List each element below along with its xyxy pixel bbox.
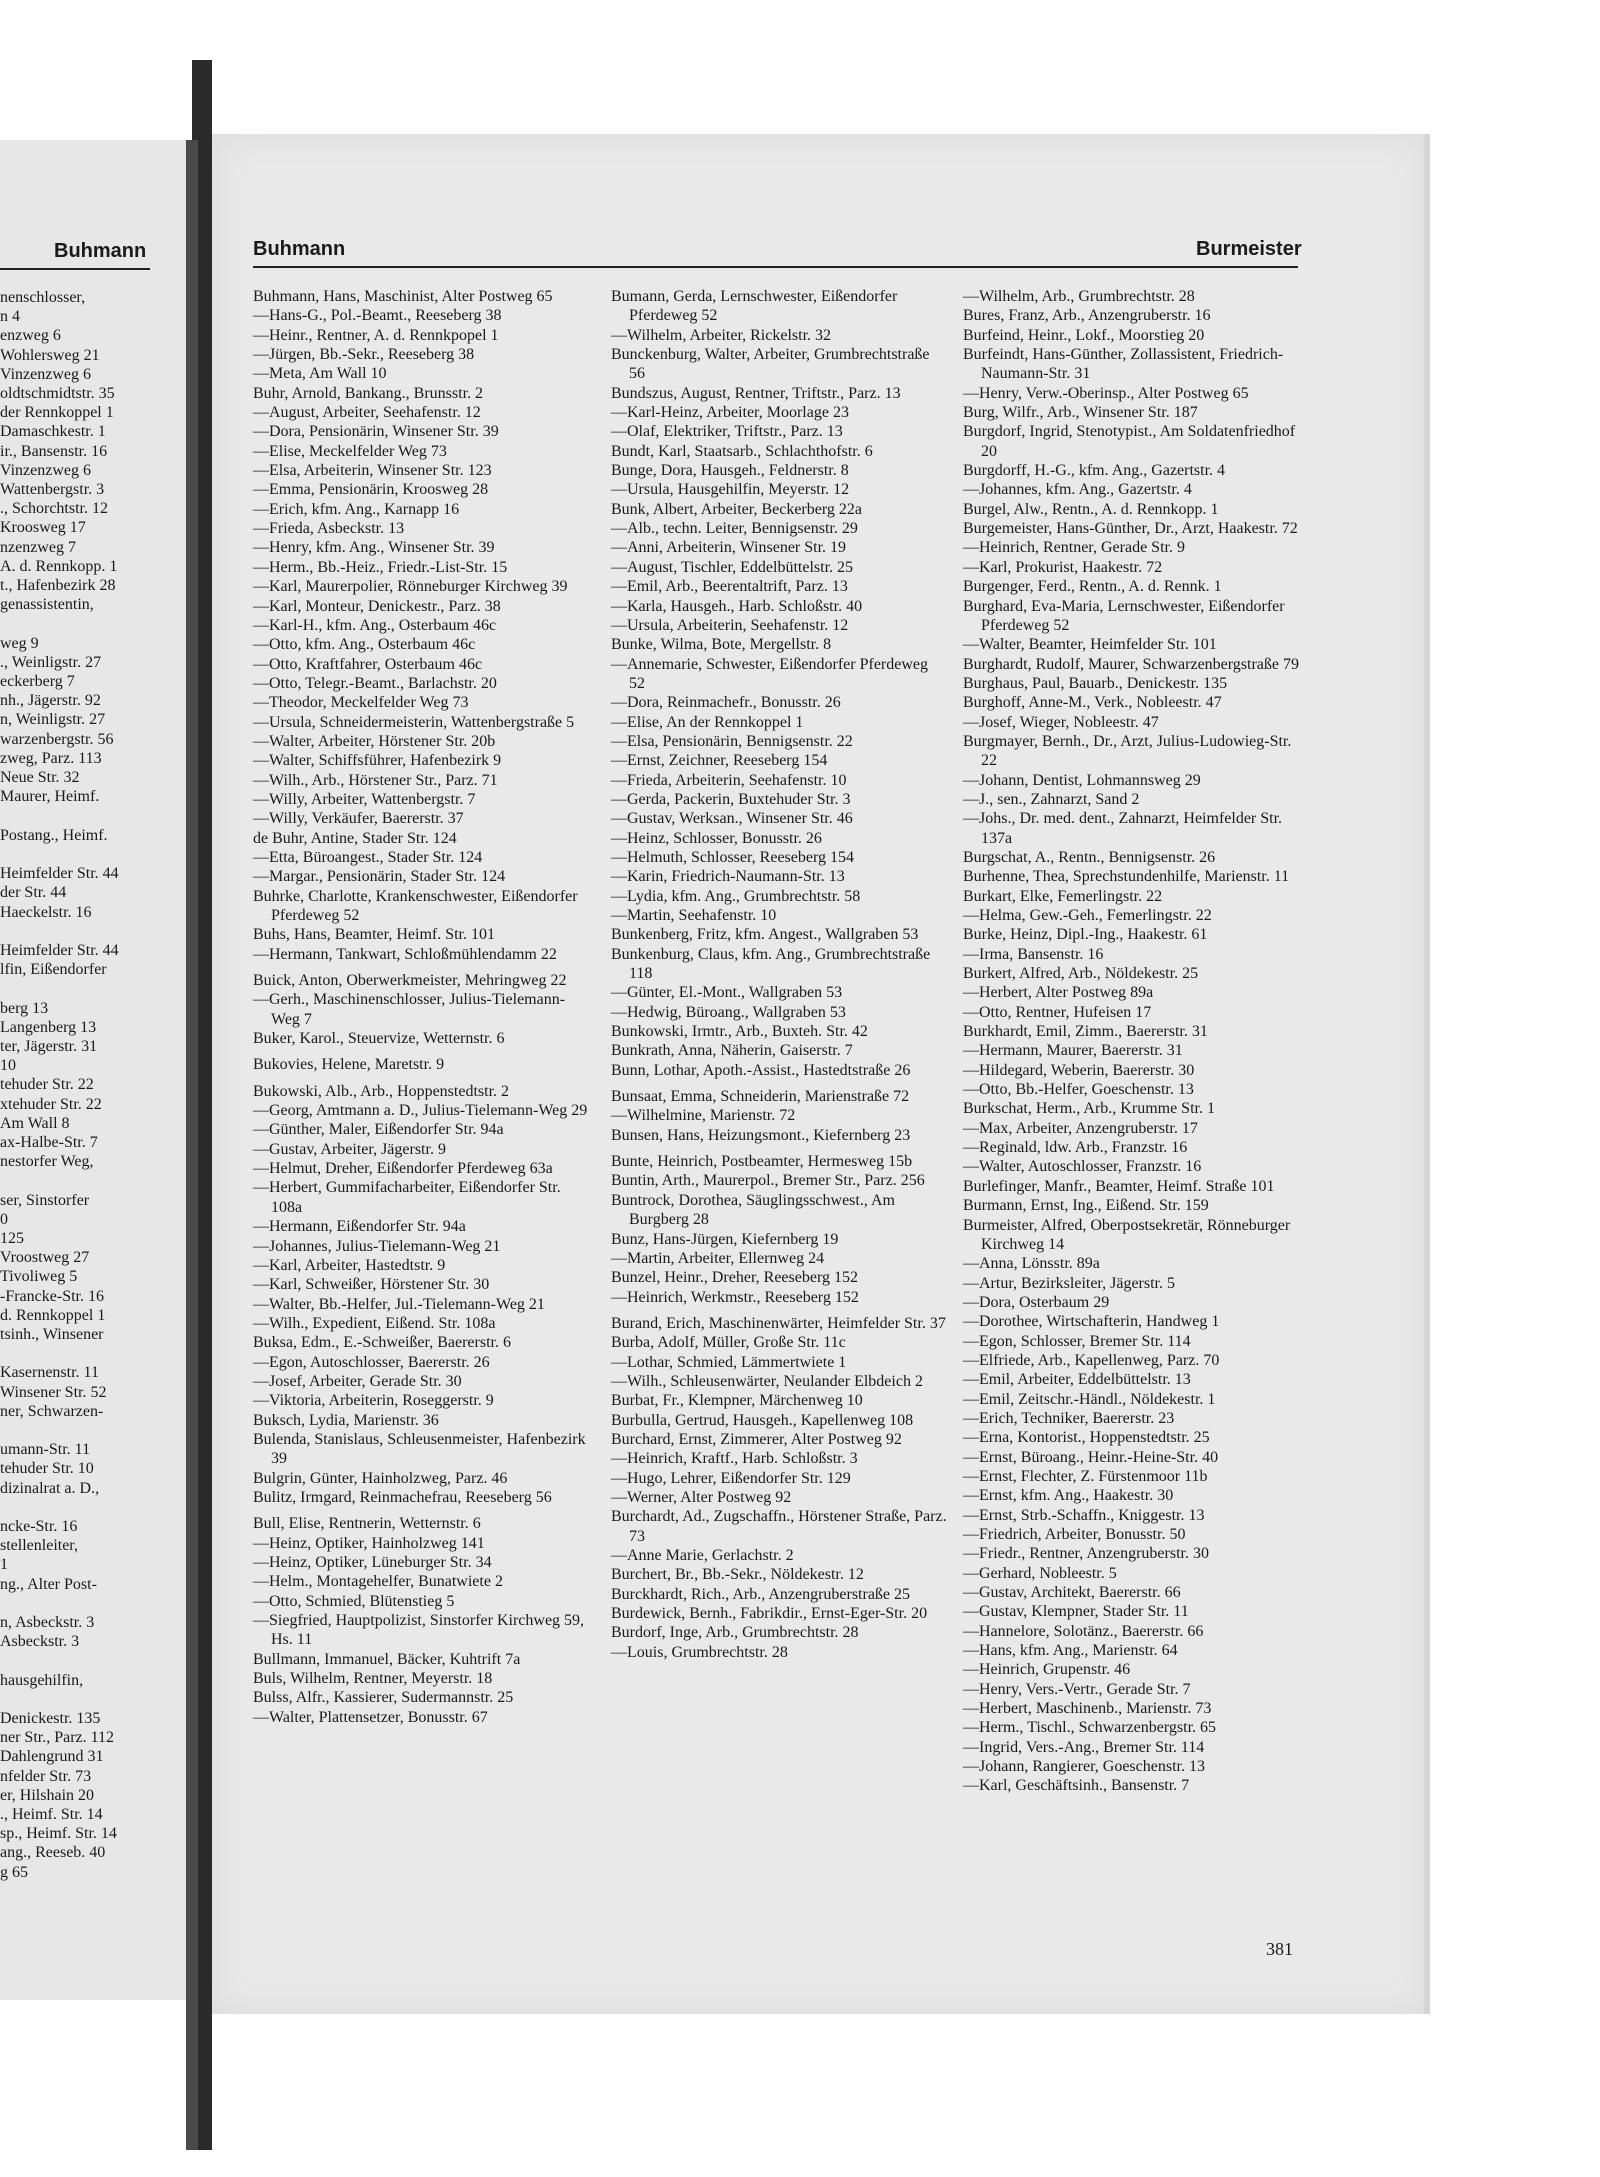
left-page-line xyxy=(0,1171,150,1190)
directory-entry: —Frieda, Arbeiterin, Seehafenstr. 10 xyxy=(611,771,847,789)
left-page-line: ir., Bansenstr. 16 xyxy=(0,442,108,460)
left-page-line: nh., Jägerstr. 92 xyxy=(0,692,101,710)
directory-entry: —Irma, Bansenstr. 16 xyxy=(963,945,1104,963)
directory-entry: Burgschat, A., Rentn., Bennigsenstr. 26 xyxy=(963,848,1216,866)
left-page-line: A. d. Rennkopp. 1 xyxy=(0,557,118,575)
directory-entry: —Elise, Meckelfelder Weg 73 xyxy=(253,442,447,460)
left-page-line: tehuder Str. 22 xyxy=(0,1076,94,1094)
left-page-line: hausgehilfin, xyxy=(0,1671,84,1689)
directory-entry: —Elsa, Arbeiterin, Winsener Str. 123 xyxy=(253,462,492,480)
directory-entry: —Walter, Plattensetzer, Bonusstr. 67 xyxy=(253,1708,488,1726)
directory-entry: Buls, Wilhelm, Rentner, Meyerstr. 18 xyxy=(253,1670,493,1688)
directory-entry: —Martin, Seehafenstr. 10 xyxy=(611,907,777,924)
directory-column-3 xyxy=(963,287,1299,1796)
left-page-line xyxy=(0,1421,150,1440)
left-page-line: Vinzenzweg 6 xyxy=(0,365,91,383)
directory-entry: —Dora, Osterbaum 29 xyxy=(963,1293,1110,1311)
directory-entry: —Friedr., Rentner, Anzengruberstr. 30 xyxy=(963,1545,1209,1563)
left-page-line: Vinzenzweg 6 xyxy=(0,461,91,479)
directory-entry: —Hildegard, Weberin, Baererstr. 30 xyxy=(963,1061,1195,1079)
directory-entry: —Martin, Arbeiter, Ellernweg 24 xyxy=(611,1249,825,1267)
directory-entry: Burg, Wilfr., Arb., Winsener Str. 187 xyxy=(963,404,1198,422)
directory-entry: —Anna, Lönsstr. 89a xyxy=(963,1255,1100,1273)
directory-entry: —Anni, Arbeiterin, Winsener Str. 19 xyxy=(611,539,847,557)
directory-entry: Bunkrath, Anna, Näherin, Gaiserstr. 7 xyxy=(611,1042,853,1060)
directory-entry: —Gerh., Maschinenschlosser, Julius-Tielemann-Weg 7 xyxy=(253,991,566,1028)
directory-entry: —Johs., Dr. med. dent., Zahnarzt, Heimfelder Str. 137a xyxy=(963,810,1283,847)
left-page-line: g 65 xyxy=(0,1863,28,1881)
directory-entry: —Heinz, Optiker, Lüneburger Str. 34 xyxy=(253,1554,492,1571)
directory-entry: —Walter, Arbeiter, Hörstener Str. 20b xyxy=(253,732,496,750)
directory-entry: —Karl, Geschäftsinh., Bansenstr. 7 xyxy=(963,1777,1190,1795)
left-page-line: der Str. 44 xyxy=(0,884,67,902)
directory-entry: Bunsen, Hans, Heizungsmont., Kiefernberg 23 xyxy=(611,1126,911,1144)
directory-entry: —Herbert, Gummifacharbeiter, Eißendorfer Str. 108a xyxy=(253,1179,561,1216)
directory-entry: —Wilhelmine, Marienstr. 72 xyxy=(611,1107,796,1125)
directory-entry: —Viktoria, Arbeiterin, Roseggerstr. 9 xyxy=(253,1392,494,1410)
directory-entry: —Otto, kfm. Ang., Osterbaum 46c xyxy=(253,636,476,654)
directory-entry: —Hermann, Maurer, Baererstr. 31 xyxy=(963,1042,1183,1060)
left-page-line: enzweg 6 xyxy=(0,327,61,345)
left-page-line: der Rennkoppel 1 xyxy=(0,404,114,422)
left-page-line: ang., Reeseb. 40 xyxy=(0,1844,106,1862)
directory-entry: Bulitz, Irmgard, Reinmachefrau, Reeseberg 56 xyxy=(253,1488,552,1506)
directory-entry: —Karl, Arbeiter, Hastedtstr. 9 xyxy=(253,1256,446,1274)
directory-entry: Bullmann, Immanuel, Bäcker, Kuhtrift 7a xyxy=(253,1650,521,1668)
directory-entry: —Henry, Vers.-Vertr., Gerade Str. 7 xyxy=(963,1680,1191,1698)
directory-entry: —Lothar, Schmied, Lämmertwiete 1 xyxy=(611,1353,847,1371)
directory-entry: Bukowski, Alb., Arb., Hoppenstedtstr. 2 xyxy=(253,1082,510,1100)
directory-entry: —Ingrid, Vers.-Ang., Bremer Str. 114 xyxy=(963,1738,1205,1756)
left-page-line: nenschlosser, xyxy=(0,289,86,306)
directory-entry: —Karl-Heinz, Arbeiter, Moorlage 23 xyxy=(611,404,849,422)
left-page-line xyxy=(0,1498,150,1517)
directory-entry: —Ernst, Büroang., Heinr.-Heine-Str. 40 xyxy=(963,1448,1219,1466)
directory-entry: —Elise, An der Rennkoppel 1 xyxy=(611,713,804,731)
directory-entry: de Buhr, Antine, Stader Str. 124 xyxy=(253,829,457,847)
directory-entry: —Günther, Maler, Eißendorfer Str. 94a xyxy=(253,1121,504,1139)
left-page-line: Denickestr. 135 xyxy=(0,1710,101,1728)
left-page-line: lfin, Eißendorfer xyxy=(0,961,107,979)
left-page-line: ner, Schwarzen- xyxy=(0,1402,104,1420)
directory-entry: —Ernst, kfm. Ang., Haakestr. 30 xyxy=(963,1487,1174,1505)
directory-entry: —Egon, Schlosser, Bremer Str. 114 xyxy=(963,1332,1191,1350)
directory-entry: —Helmut, Dreher, Eißendorfer Pferdeweg 63a xyxy=(253,1160,553,1178)
directory-entry: Burhenne, Thea, Sprechstundenhilfe, Marienstr. 11 xyxy=(963,868,1290,886)
directory-entry: —Emma, Pensionärin, Kroosweg 28 xyxy=(253,481,489,499)
directory-entry: —Ernst, Flechter, Z. Fürstenmoor 11b xyxy=(963,1467,1208,1485)
left-page-line: Asbeckstr. 3 xyxy=(0,1633,80,1651)
directory-entry: Burgenger, Ferd., Rentn., A. d. Rennk. 1 xyxy=(963,578,1222,596)
directory-entry: —Karla, Hausgeh., Harb. Schloßstr. 40 xyxy=(611,597,863,615)
directory-entry: Buksch, Lydia, Marienstr. 36 xyxy=(253,1411,439,1429)
directory-entry: —Theodor, Meckelfelder Weg 73 xyxy=(253,694,469,712)
directory-entry: —Meta, Am Wall 10 xyxy=(253,365,387,383)
directory-entry: Burgdorf, Ingrid, Stenotypist., Am Soldatenfriedhof 20 xyxy=(963,423,1296,460)
directory-entry: —Wilhelm, Arbeiter, Rickelstr. 32 xyxy=(611,326,832,344)
directory-entry: —Heinrich, Rentner, Gerade Str. 9 xyxy=(963,539,1185,557)
directory-entry: —Lydia, kfm. Ang., Grumbrechtstr. 58 xyxy=(611,887,861,905)
directory-entry: —Gustav, Arbeiter, Jägerstr. 9 xyxy=(253,1140,446,1158)
running-head-right: Burmeister xyxy=(1196,238,1302,260)
directory-entry: —Karin, Friedrich-Naumann-Str. 13 xyxy=(611,868,845,886)
directory-entry: Buksa, Edm., E.-Schweißer, Baererstr. 6 xyxy=(253,1334,511,1352)
directory-entry: Burke, Heinz, Dipl.-Ing., Haakestr. 61 xyxy=(963,926,1208,944)
directory-entry: —Jürgen, Bb.-Sekr., Reeseberg 38 xyxy=(253,346,475,364)
left-page-line xyxy=(0,1651,150,1670)
directory-entry: —August, Tischler, Eddelbüttelstr. 25 xyxy=(611,558,854,576)
directory-entry: —Hans-G., Pol.-Beamt., Reeseberg 38 xyxy=(253,307,502,325)
directory-column-1 xyxy=(253,287,589,1727)
directory-entry: —Siegfried, Hauptpolizist, Sinstorfer Kirchweg 59, Hs. 11 xyxy=(253,1612,585,1649)
directory-entry: —August, Arbeiter, Seehafenstr. 12 xyxy=(253,404,481,422)
left-page-line xyxy=(0,979,150,998)
directory-entry: —Friedrich, Arbeiter, Bonusstr. 50 xyxy=(963,1526,1186,1543)
directory-entry: —Wilh., Expedient, Eißend. Str. 108a xyxy=(253,1314,496,1332)
directory-entry: —Hermann, Tankwart, Schloßmühlendamm 22 xyxy=(253,945,557,963)
directory-entry: Burdewick, Bernh., Fabrikdir., Ernst-Eger-Str. 20 xyxy=(611,1605,928,1623)
left-page-line xyxy=(0,806,150,825)
directory-entry: —Gustav, Werksan., Winsener Str. 46 xyxy=(611,810,853,828)
directory-entry: —Johann, Rangierer, Goeschenstr. 13 xyxy=(963,1758,1205,1776)
left-page-line: Damaschkestr. 1 xyxy=(0,423,106,441)
directory-entry: —Hermann, Eißendorfer Str. 94a xyxy=(253,1218,466,1236)
left-page-line: oldtschmidtstr. 35 xyxy=(0,385,115,403)
directory-entry: —Otto, Kraftfahrer, Osterbaum 46c xyxy=(253,655,483,673)
left-page-line: Langenberg 13 xyxy=(0,1018,97,1036)
directory-entry: —Helmuth, Schlosser, Reeseberg 154 xyxy=(611,848,855,866)
left-page-line: eckerberg 7 xyxy=(0,673,75,691)
directory-entry: Burgemeister, Hans-Günther, Dr., Arzt, Haakestr. 72 xyxy=(963,520,1298,538)
left-page-line: er, Hilshain 20 xyxy=(0,1786,95,1804)
left-page-line: ng., Alter Post- xyxy=(0,1575,97,1593)
directory-entry: —Wilh., Arb., Hörstener Str., Parz. 71 xyxy=(253,771,498,789)
directory-entry: —Egon, Autoschlosser, Baererstr. 26 xyxy=(253,1353,490,1371)
directory-entry: —Karl, Prokurist, Haakestr. 72 xyxy=(963,558,1163,576)
directory-entry: —Alb., techn. Leiter, Bennigsenstr. 29 xyxy=(611,520,858,538)
directory-entry: Burkert, Alfred, Arb., Nöldekestr. 25 xyxy=(963,965,1199,983)
directory-entry: —Johann, Dentist, Lohmannsweg 29 xyxy=(963,771,1201,789)
left-page-line: Winsener Str. 52 xyxy=(0,1383,107,1401)
directory-entry: Burmann, Ernst, Ing., Eißend. Str. 159 xyxy=(963,1197,1209,1215)
directory-entry: —Erich, kfm. Ang., Karnapp 16 xyxy=(253,500,460,518)
directory-entry: —Ernst, Zeichner, Reeseberg 154 xyxy=(611,752,828,770)
left-page-line: ., Schorchtstr. 12 xyxy=(0,500,108,518)
directory-entry: Burghoff, Anne-M., Verk., Nobleestr. 47 xyxy=(963,694,1222,712)
directory-entry: —Max, Arbeiter, Anzengruberstr. 17 xyxy=(963,1119,1198,1137)
left-page-line: Wattenbergstr. 3 xyxy=(0,481,105,499)
left-page-line: berg 13 xyxy=(0,999,49,1017)
left-page-line: nzenzweg 7 xyxy=(0,538,76,556)
left-page-line: nfelder Str. 73 xyxy=(0,1767,92,1785)
left-page-header: Buhmann xyxy=(54,240,147,262)
left-page-line xyxy=(0,614,150,633)
left-page-line: ter, Jägerstr. 31 xyxy=(0,1037,98,1055)
directory-entry: —Heinrich, Kraftf., Harb. Schloßstr. 3 xyxy=(611,1450,858,1468)
directory-entry: —Walter, Autoschlosser, Franzstr. 16 xyxy=(963,1158,1202,1176)
directory-entry: Buhs, Hans, Beamter, Heimf. Str. 101 xyxy=(253,926,495,944)
directory-entry: —Helm., Montagehelfer, Bunatwiete 2 xyxy=(253,1573,503,1591)
left-page-line: t., Hafenbezirk 28 xyxy=(0,577,116,595)
left-page-line: tsinh., Winsener xyxy=(0,1325,104,1343)
directory-entry: Burkart, Elke, Femerlingstr. 22 xyxy=(963,887,1163,905)
directory-entry: Bulenda, Stanislaus, Schleusenmeister, Hafenbezirk 39 xyxy=(253,1430,586,1468)
directory-entry: —Dora, Reinmachefr., Bonusstr. 26 xyxy=(611,694,841,712)
directory-entry: —Herbert, Maschinenb., Marienstr. 73 xyxy=(963,1700,1212,1718)
directory-entry: —Walter, Beamter, Heimfelder Str. 101 xyxy=(963,636,1217,654)
left-page-line: 10 xyxy=(0,1057,16,1075)
directory-entry: —Josef, Arbeiter, Gerade Str. 30 xyxy=(253,1372,462,1390)
left-page-line: Heimfelder Str. 44 xyxy=(0,865,119,883)
left-page-line: -Francke-Str. 16 xyxy=(0,1287,104,1305)
directory-entry: Bumann, Gerda, Lernschwester, Eißendorfer Pferdeweg 52 xyxy=(611,288,898,325)
left-page-line: zweg, Parz. 113 xyxy=(0,749,102,767)
left-page-line: ner Str., Parz. 112 xyxy=(0,1729,115,1747)
directory-entry: —Frieda, Asbeckstr. 13 xyxy=(253,520,405,538)
directory-entry: Burgdorff, H.-G., kfm. Ang., Gazertstr. 4 xyxy=(963,462,1226,480)
directory-entry: Bukovies, Helene, Maretstr. 9 xyxy=(253,1056,445,1074)
left-page-line: ., Weinligstr. 27 xyxy=(0,653,102,671)
directory-entry: —Gustav, Architekt, Baererstr. 66 xyxy=(963,1584,1181,1602)
directory-entry: Burgel, Alw., Rentn., A. d. Rennkopp. 1 xyxy=(963,500,1219,518)
left-page-line: n 4 xyxy=(0,308,20,326)
directory-entry: Burghard, Eva-Maria, Lernschwester, Eißendorfer Pferdeweg 52 xyxy=(963,597,1285,634)
directory-entry: Burckhardt, Rich., Arb., Anzengruberstraße 25 xyxy=(611,1585,911,1603)
directory-entry: —Dorothee, Wirtschafterin, Handweg 1 xyxy=(963,1313,1220,1331)
left-page-line: Dahlengrund 31 xyxy=(0,1748,104,1766)
left-page-line: dizinalrat a. D., xyxy=(0,1479,100,1497)
left-page-line xyxy=(0,1344,150,1363)
directory-entry: —Ernst, Strb.-Schaffn., Kniggestr. 13 xyxy=(963,1506,1205,1524)
directory-entry: —Wilh., Schleusenwärter, Neulander Elbdeich 2 xyxy=(611,1372,923,1390)
directory-entry: Bulgrin, Günter, Hainholzweg, Parz. 46 xyxy=(253,1469,508,1487)
directory-entry: —Hugo, Lehrer, Eißendorfer Str. 129 xyxy=(611,1469,851,1487)
directory-entry: —Hans, kfm. Ang., Marienstr. 64 xyxy=(963,1642,1178,1660)
directory-entry: —Otto, Telegr.-Beamt., Barlachstr. 20 xyxy=(253,674,497,692)
directory-entry: —Henry, kfm. Ang., Winsener Str. 39 xyxy=(253,539,495,557)
directory-entry: —Karl, Monteur, Denickestr., Parz. 38 xyxy=(253,597,501,615)
directory-entry: —Reginald, ldw. Arb., Franzstr. 16 xyxy=(963,1139,1188,1157)
left-page-line: stellenleiter, xyxy=(0,1537,78,1555)
directory-entry: Bunckenburg, Walter, Arbeiter, Grumbrechtstraße 56 xyxy=(611,346,930,383)
left-page-line: ax-Halbe-Str. 7 xyxy=(0,1133,98,1151)
directory-entry: Buntin, Arth., Maurerpol., Bremer Str., Parz. 256 xyxy=(611,1172,925,1190)
left-page-line: weg 9 xyxy=(0,634,39,652)
directory-entry: —Walter, Schiffsführer, Hafenbezirk 9 xyxy=(253,752,502,770)
directory-entry: Burchert, Br., Bb.-Sekr., Nöldekestr. 12 xyxy=(611,1566,864,1584)
directory-entry: Bunz, Hans-Jürgen, Kiefernberg 19 xyxy=(611,1230,839,1248)
directory-entry: —Emil, Zeitschr.-Händl., Nöldekestr. 1 xyxy=(963,1390,1216,1408)
directory-entry: Bunge, Dora, Hausgeh., Feldnerstr. 8 xyxy=(611,462,849,480)
directory-entry: —Olaf, Elektriker, Triftstr., Parz. 13 xyxy=(611,423,843,441)
directory-entry: —Walter, Bb.-Helfer, Jul.-Tielemann-Weg 21 xyxy=(253,1295,545,1313)
left-page-line: umann-Str. 11 xyxy=(0,1441,91,1459)
running-head-left: Buhmann xyxy=(253,238,346,260)
left-page-line xyxy=(0,922,150,941)
left-page-line: d. Rennkoppel 1 xyxy=(0,1306,106,1324)
directory-entry: —Louis, Grumbrechtstr. 28 xyxy=(611,1643,788,1661)
directory-entry: Bunsaat, Emma, Schneiderin, Marienstraße 72 xyxy=(611,1088,910,1106)
directory-entry: —Herbert, Alter Postweg 89a xyxy=(963,984,1154,1002)
directory-entry: —Herm., Tischl., Schwarzenbergstr. 65 xyxy=(963,1719,1217,1737)
directory-entry: —Karl-H., kfm. Ang., Osterbaum 46c xyxy=(253,616,497,634)
left-page-line: 125 xyxy=(0,1229,24,1247)
directory-entry: Bulss, Alfr., Kassierer, Sudermannstr. 25 xyxy=(253,1689,514,1707)
left-page-line xyxy=(0,1594,150,1613)
left-page-line: Maurer, Heimf. xyxy=(0,788,100,806)
left-page-line: sp., Heimf. Str. 14 xyxy=(0,1825,117,1843)
left-page-line: ser, Sinstorfer xyxy=(0,1191,90,1209)
directory-entry: —Karl, Schweißer, Hörstener Str. 30 xyxy=(253,1276,490,1294)
left-page-column xyxy=(0,288,150,1882)
directory-entry: Bunkowski, Irmtr., Arb., Buxteh. Str. 42 xyxy=(611,1023,868,1041)
left-page-line: Wohlersweg 21 xyxy=(0,346,100,364)
directory-entry: —Elsa, Pensionärin, Bennigsenstr. 22 xyxy=(611,732,853,750)
directory-entry: —Herm., Bb.-Heiz., Friedr.-List-Str. 15 xyxy=(253,558,508,576)
left-page-line: n, Asbeckstr. 3 xyxy=(0,1614,95,1632)
directory-entry: Bunkenberg, Fritz, kfm. Angest., Wallgraben 53 xyxy=(611,926,919,944)
directory-entry: Burchard, Ernst, Zimmerer, Alter Postweg 92 xyxy=(611,1430,902,1448)
page-number: 381 xyxy=(1266,1939,1293,1959)
directory-entry: —Dora, Pensionärin, Winsener Str. 39 xyxy=(253,423,499,441)
header-rule xyxy=(253,266,1298,268)
left-page-line: ., Heimf. Str. 14 xyxy=(0,1806,103,1824)
directory-entry: —Erich, Techniker, Baererstr. 23 xyxy=(963,1409,1175,1427)
directory-entry: Buhrke, Charlotte, Krankenschwester, Eißendorfer Pferdeweg 52 xyxy=(253,887,578,924)
directory-entry: —Werner, Alter Postweg 92 xyxy=(611,1488,792,1506)
left-page-line: Kasernenstr. 11 xyxy=(0,1364,99,1382)
left-page-line xyxy=(0,845,150,864)
directory-entry: —Henry, Verw.-Oberinsp., Alter Postweg 65 xyxy=(963,384,1249,402)
directory-entry: —Helma, Gew.-Geh., Femerlingstr. 22 xyxy=(963,907,1212,924)
left-page-line: ncke-Str. 16 xyxy=(0,1518,78,1535)
left-page-line: n, Weinligstr. 27 xyxy=(0,711,106,729)
directory-entry: —Johannes, kfm. Ang., Gazertstr. 4 xyxy=(963,481,1192,499)
directory-entry: Buhmann, Hans, Maschinist, Alter Postweg 65 xyxy=(253,288,553,305)
directory-entry: —Hedwig, Büroang., Wallgraben 53 xyxy=(611,1003,846,1021)
directory-entry: Burghardt, Rudolf, Maurer, Schwarzenbergstraße 79 xyxy=(963,655,1300,673)
directory-entry: Burba, Adolf, Müller, Große Str. 11c xyxy=(611,1334,846,1352)
directory-entry: Burbat, Fr., Klempner, Märchenweg 10 xyxy=(611,1392,863,1410)
directory-entry: —Gerhard, Nobleestr. 5 xyxy=(963,1564,1117,1582)
directory-entry: —Anne Marie, Gerlachstr. 2 xyxy=(611,1547,794,1564)
left-page-line: xtehuder Str. 22 xyxy=(0,1095,102,1113)
directory-entry: —Etta, Büroangest., Stader Str. 124 xyxy=(253,848,483,866)
left-page-line: Heimfelder Str. 44 xyxy=(0,941,119,959)
directory-entry: —Otto, Schmied, Blütenstieg 5 xyxy=(253,1592,455,1610)
directory-entry: Burkhardt, Emil, Zimm., Baererstr. 31 xyxy=(963,1023,1208,1041)
directory-entry: —Elfriede, Arb., Kapellenweg, Parz. 70 xyxy=(963,1351,1220,1369)
directory-entry: —Georg, Amtmann a. D., Julius-Tielemann-Weg 29 xyxy=(253,1102,588,1120)
directory-entry: Bunke, Wilma, Bote, Mergellstr. 8 xyxy=(611,636,832,654)
directory-entry: Bunk, Albert, Arbeiter, Beckerberg 22a xyxy=(611,500,862,518)
directory-entry: Burmeister, Alfred, Oberpostsekretär, Rönneburger Kirchweg 14 xyxy=(963,1216,1291,1253)
directory-entry: Bundt, Karl, Staatsarb., Schlachthofstr. 6 xyxy=(611,442,873,460)
left-page-line: tehuder Str. 10 xyxy=(0,1460,94,1478)
directory-entry: —Ursula, Hausgehilfin, Meyerstr. 12 xyxy=(611,481,850,499)
directory-entry: —Willy, Verkäufer, Baererstr. 37 xyxy=(253,810,464,828)
directory-entry: —Johannes, Julius-Tielemann-Weg 21 xyxy=(253,1237,501,1255)
directory-entry: Bures, Franz, Arb., Anzengruberstr. 16 xyxy=(963,307,1211,325)
directory-entry: —Otto, Rentner, Hufeisen 17 xyxy=(963,1003,1152,1021)
directory-entry: —Annemarie, Schwester, Eißendorfer Pferdeweg 52 xyxy=(611,655,929,692)
directory-entry: —Heinr., Rentner, A. d. Rennkpopel 1 xyxy=(253,326,499,344)
directory-entry: —Günter, El.-Mont., Wallgraben 53 xyxy=(611,984,843,1002)
directory-entry: —Ursula, Arbeiterin, Seehafenstr. 12 xyxy=(611,616,849,634)
directory-entry: Bunzel, Heinr., Dreher, Reeseberg 152 xyxy=(611,1269,858,1287)
directory-entry: —Karl, Maurerpolier, Rönneburger Kirchweg 39 xyxy=(253,578,568,596)
left-page-line: nestorfer Weg, xyxy=(0,1153,94,1171)
directory-entry: —J., sen., Zahnarzt, Sand 2 xyxy=(963,790,1140,808)
left-page-line: 0 xyxy=(0,1210,8,1228)
directory-entry: Burand, Erich, Maschinenwärter, Heimfelder Str. 37 xyxy=(611,1314,946,1332)
directory-entry: Burlefinger, Manfr., Beamter, Heimf. Straße 101 xyxy=(963,1177,1275,1195)
directory-entry: Buhr, Arnold, Bankang., Brunsstr. 2 xyxy=(253,384,484,402)
directory-entry: —Heinz, Schlosser, Bonusstr. 26 xyxy=(611,829,822,847)
directory-entry: —Emil, Arbeiter, Eddelbüttelstr. 13 xyxy=(963,1371,1191,1389)
left-page-line: warzenbergstr. 56 xyxy=(0,730,114,748)
left-page-line: Postang., Heimf. xyxy=(0,826,108,844)
left-page-line: genassistentin, xyxy=(0,596,94,614)
left-page-line: Neue Str. 32 xyxy=(0,769,80,787)
directory-entry: —Heinrich, Werkmstr., Reeseberg 152 xyxy=(611,1288,859,1306)
directory-entry: Bundszus, August, Rentner, Triftstr., Parz. 13 xyxy=(611,384,901,402)
directory-entry: —Heinrich, Grupenstr. 46 xyxy=(963,1661,1131,1679)
left-page-line: Kroosweg 17 xyxy=(0,519,86,537)
directory-entry: —Emil, Arb., Beerentaltrift, Parz. 13 xyxy=(611,578,848,596)
directory-column-2 xyxy=(611,287,947,1662)
directory-entry: Burgmayer, Bernh., Dr., Arzt, Julius-Ludowieg-Str. 22 xyxy=(963,732,1292,770)
directory-entry: —Hannelore, Solotänz., Baererstr. 66 xyxy=(963,1622,1204,1640)
directory-entry: —Otto, Bb.-Helfer, Goeschenstr. 13 xyxy=(963,1081,1194,1099)
directory-entry: Bunn, Lothar, Apoth.-Assist., Hastedtstraße 26 xyxy=(611,1061,911,1079)
directory-entry: Burfeind, Heinr., Lokf., Moorstieg 20 xyxy=(963,326,1205,344)
left-page-line xyxy=(0,1690,150,1709)
directory-entry: Bull, Elise, Rentnerin, Wetternstr. 6 xyxy=(253,1515,481,1533)
directory-entry: Burbulla, Gertrud, Hausgeh., Kapellenweg 108 xyxy=(611,1411,914,1429)
directory-entry: Burchardt, Ad., Zugschaffn., Hörstener Straße, Parz. 73 xyxy=(611,1508,947,1545)
directory-entry: Burkschat, Herm., Arb., Krumme Str. 1 xyxy=(963,1100,1215,1118)
directory-entry: Bunte, Heinrich, Postbeamter, Hermesweg 15b xyxy=(611,1153,913,1171)
directory-entry: —Gerda, Packerin, Buxtehuder Str. 3 xyxy=(611,790,851,808)
directory-entry: —Artur, Bezirksleiter, Jägerstr. 5 xyxy=(963,1274,1175,1292)
directory-entry: —Wilhelm, Arb., Grumbrechtstr. 28 xyxy=(963,288,1195,305)
directory-entry: —Ursula, Schneidermeisterin, Wattenbergstraße 5 xyxy=(253,713,575,731)
directory-entry: —Gustav, Klempner, Stader Str. 11 xyxy=(963,1603,1189,1621)
directory-entry: Burfeindt, Hans-Günther, Zollassistent, Friedrich-Naumann-Str. 31 xyxy=(963,346,1284,383)
directory-entry: —Willy, Arbeiter, Wattenbergstr. 7 xyxy=(253,790,476,808)
left-page-line: Tivoliweg 5 xyxy=(0,1268,78,1286)
directory-entry: Buick, Anton, Oberwerkmeister, Mehringweg 22 xyxy=(253,972,567,990)
left-header-rule xyxy=(0,268,150,270)
left-page-line: Vroostweg 27 xyxy=(0,1249,90,1267)
page-edge xyxy=(1424,134,1430,2014)
directory-entry: —Josef, Wieger, Nobleestr. 47 xyxy=(963,713,1159,731)
directory-entry: Burdorf, Inge, Arb., Grumbrechtstr. 28 xyxy=(611,1624,859,1642)
directory-entry: —Erna, Kontorist., Hoppenstedtstr. 25 xyxy=(963,1429,1210,1447)
directory-entry: Burghaus, Paul, Bauarb., Denickestr. 135 xyxy=(963,674,1228,692)
left-page-line: Am Wall 8 xyxy=(0,1114,70,1132)
directory-entry: Buker, Karol., Steuervize, Wetternstr. 6 xyxy=(253,1030,505,1048)
directory-entry: —Margar., Pensionärin, Stader Str. 124 xyxy=(253,868,506,886)
left-page-line: Haeckelstr. 16 xyxy=(0,903,92,921)
directory-entry: Buntrock, Dorothea, Säuglingsschwest., Am Burgberg 28 xyxy=(611,1191,895,1229)
directory-entry: Bunkenburg, Claus, kfm. Ang., Grumbrechtstraße 118 xyxy=(611,945,931,983)
page-fold-shadow xyxy=(186,140,198,2150)
left-page-line: 1 xyxy=(0,1556,8,1574)
directory-entry: —Heinz, Optiker, Hainholzweg 141 xyxy=(253,1534,485,1552)
